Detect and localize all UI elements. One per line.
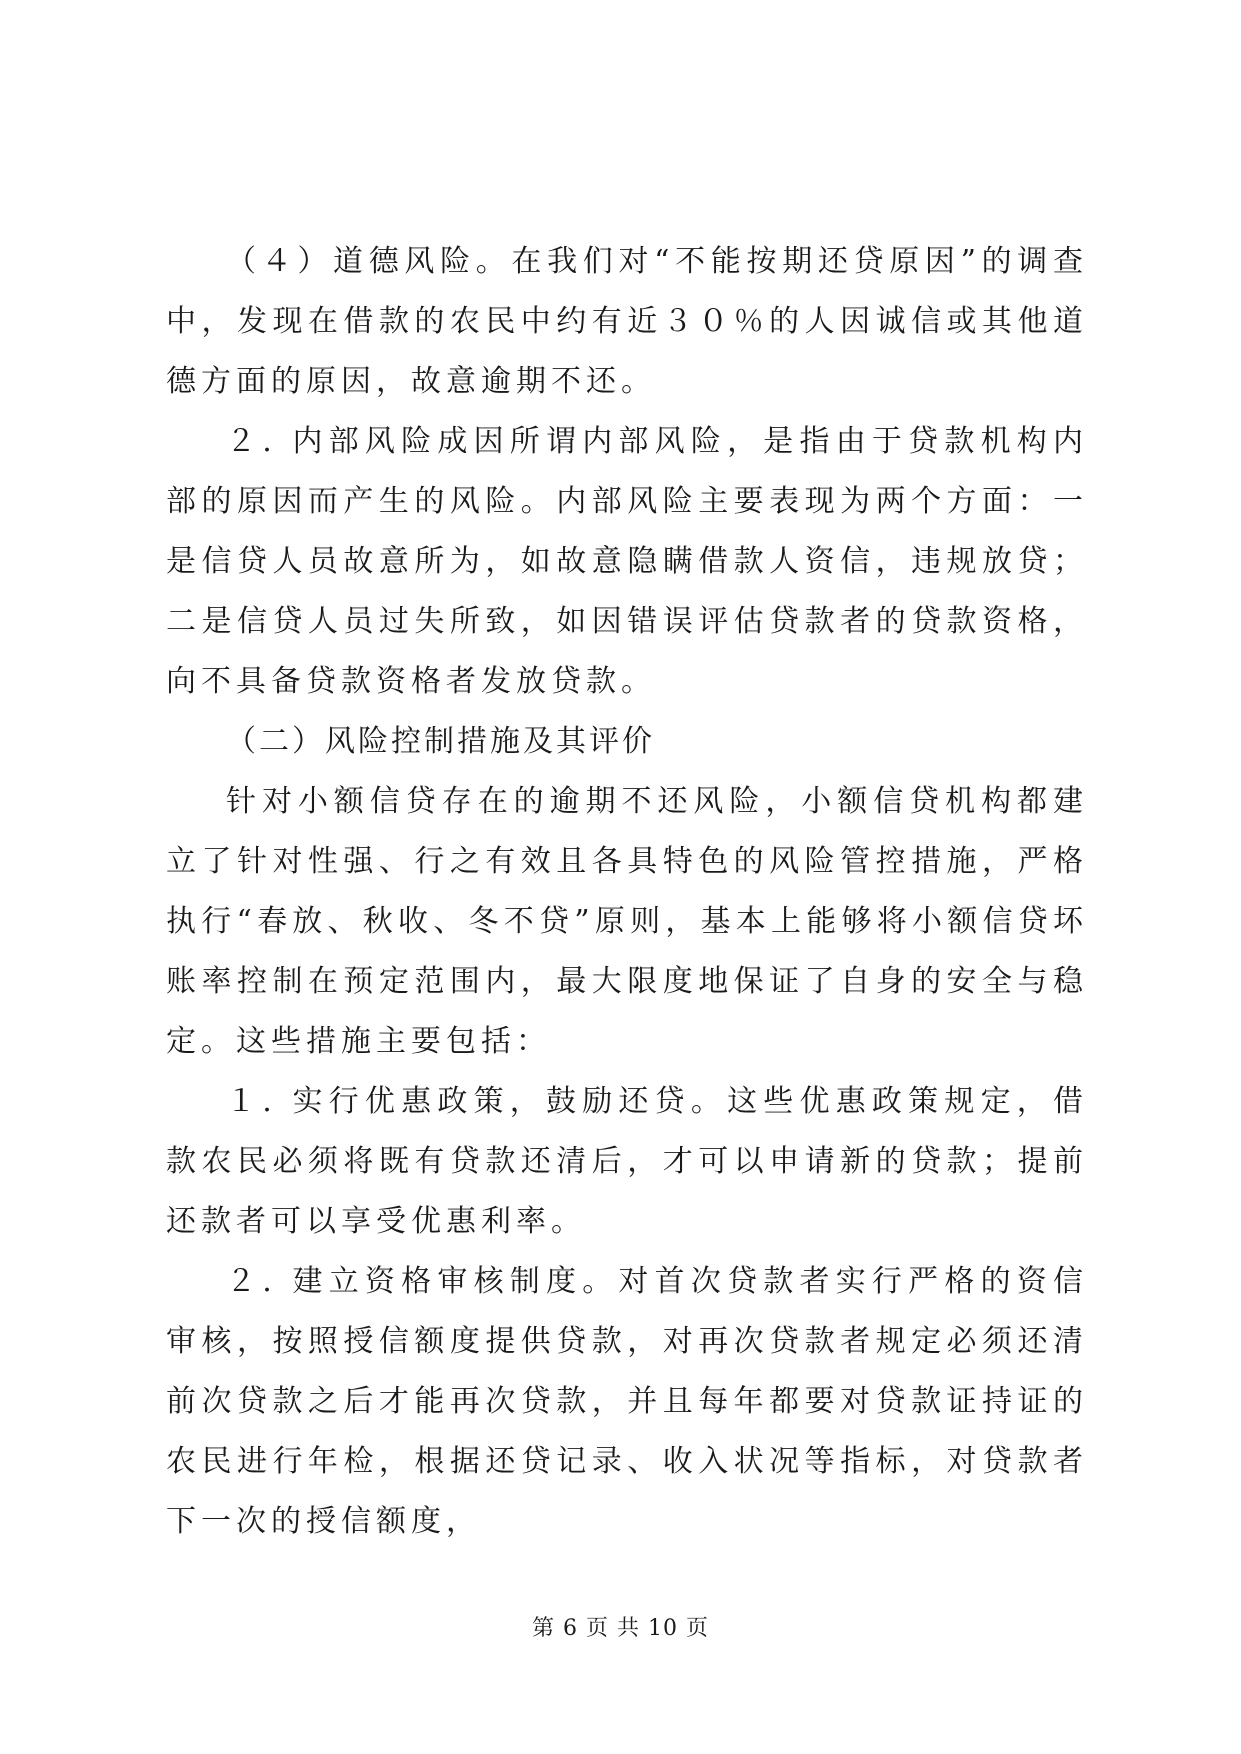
paragraph-preferential-policy: １. 实行优惠政策，鼓励还贷。这些优惠政策规定，借款农民必须将既有贷款还清后，才可以申请新的贷款；提前还款者可以享受优惠利率。 <box>166 1084 1088 1239</box>
paragraph-risk-control-intro: 针对小额信贷存在的逾期不还风险，小额信贷机构都建立了针对性强、行之有效且各具特色的风险管控措施，严格执行“春放、秋收、冬不贷”原则，基本上能够将小额信贷坏账率控制在预定范围内，最大限度地保证了自身的安全与稳定。这些措施主要包括： <box>166 784 1088 1059</box>
paragraph-moral-risk: （４）道德风险。在我们对“不能按期还贷原因”的调查中，发现在借款的农民中约有近３０％的人因诚信或其他道德方面的原因，故意逾期不还。 <box>166 244 1088 399</box>
document-body <box>166 232 1088 1552</box>
paragraph-qualification-review: ２. 建立资格审核制度。对首次贷款者实行严格的资信审核，按照授信额度提供贷款，对再次贷款者规定必须还清前次贷款之后才能再次贷款，并且每年都要对贷款证持证的农民进行年检，根据还贷记录、收入状况等指标，对贷款者下一次的授信额度， <box>166 1264 1088 1539</box>
page-footer: 第 6 页 共 10 页 <box>532 1616 709 1641</box>
section-heading-risk-control: （二）风险控制措施及其评价 <box>226 724 655 759</box>
paragraph-internal-risk: ２. 内部风险成因所谓内部风险，是指由于贷款机构内部的原因而产生的风险。内部风险主要表现为两个方面：一是信贷人员故意所为，如故意隐瞒借款人资信，违规放贷；二是信贷人员过失所致，如因错误评估贷款者的贷款资格，向不具备贷款资格者发放贷款。 <box>166 424 1088 699</box>
